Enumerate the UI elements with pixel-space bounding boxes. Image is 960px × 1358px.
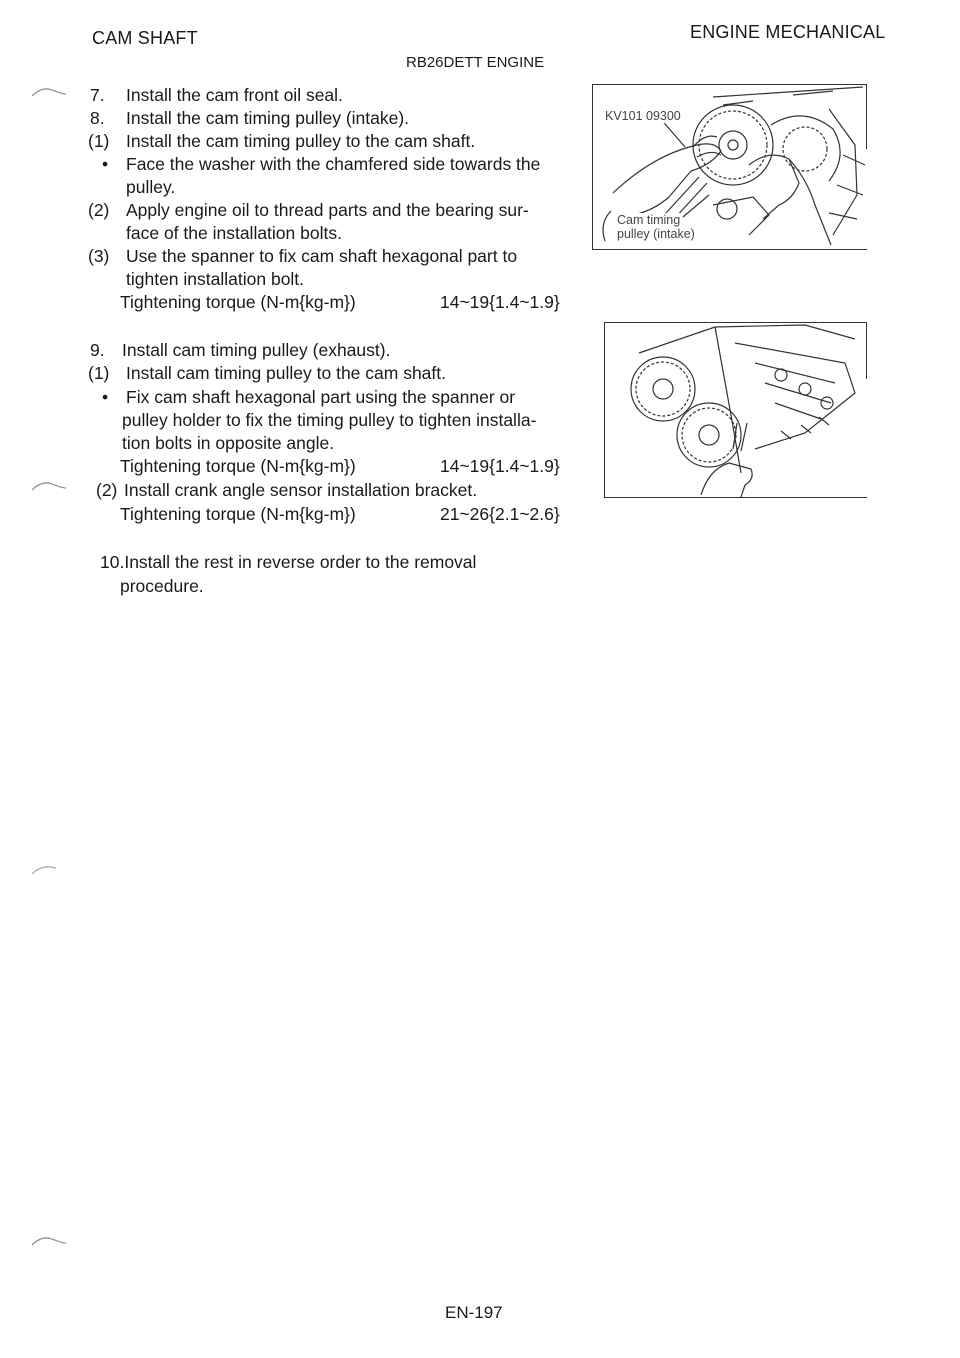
tool-label: KV101 09300: [605, 109, 681, 123]
bullet-text: Fix cam shaft hexagonal part using the spanner or: [126, 387, 516, 407]
chapter-title: ENGINE MECHANICAL: [690, 22, 886, 42]
substep-number: (2): [96, 480, 118, 500]
margin-mark: [28, 478, 68, 494]
substep-text: Use the spanner to fix cam shaft hexagonal part to: [126, 246, 518, 266]
bullet-text: tion bolts in opposite angle.: [122, 433, 335, 453]
engine-subtitle: RB26DETT ENGINE: [406, 54, 545, 71]
page-number: EN-197: [445, 1303, 503, 1322]
step-text: procedure.: [120, 576, 204, 596]
substep-text: face of the installation bolts.: [126, 223, 342, 243]
step-number: 7.: [90, 85, 105, 105]
substep-number: (1): [88, 131, 110, 151]
part-label: pulley (intake): [617, 227, 695, 241]
substep-text: Apply engine oil to thread parts and the bearing sur-: [126, 200, 529, 220]
torque-label: Tightening torque (N-m{kg-m}): [120, 456, 356, 476]
section-title: CAM SHAFT: [92, 28, 198, 48]
torque-value: 14~19{1.4~1.9}: [440, 456, 560, 476]
margin-mark: [28, 84, 68, 100]
bullet-icon: •: [102, 387, 109, 407]
substep-text: Install cam timing pulley to the cam shaft.: [126, 363, 446, 383]
engine-illustration: [605, 323, 867, 497]
torque-value: 21~26{2.1~2.6}: [440, 504, 560, 524]
figure-exhaust-pulley: [604, 322, 867, 498]
substep-text: Install the cam timing pulley to the cam shaft.: [126, 131, 476, 151]
substep-number: (2): [88, 200, 110, 220]
bullet-icon: •: [102, 154, 109, 174]
step-text: 10.Install the rest in reverse order to the removal: [100, 552, 477, 572]
step-text: Install the cam timing pulley (intake).: [126, 108, 410, 128]
bullet-text: pulley holder to fix the timing pulley to tighten installa-: [122, 410, 537, 430]
substep-text: Install crank angle sensor installation bracket.: [124, 480, 478, 500]
substep-number: (1): [88, 363, 110, 383]
part-label: Cam timing: [617, 213, 681, 227]
substep-text: tighten installation bolt.: [126, 269, 305, 289]
step-text: Install the cam front oil seal.: [126, 85, 343, 105]
figure-intake-pulley: [592, 84, 867, 250]
torque-label: Tightening torque (N-m{kg-m}): [120, 292, 356, 312]
step-text: Install cam timing pulley (exhaust).: [122, 340, 391, 360]
torque-value: 14~19{1.4~1.9}: [440, 292, 560, 312]
bracket-line: [597, 209, 617, 243]
step-number: 9.: [90, 340, 105, 360]
bullet-text: Face the washer with the chamfered side towards the: [126, 154, 541, 174]
margin-mark: [28, 1233, 68, 1249]
bullet-text: pulley.: [126, 177, 176, 197]
torque-label: Tightening torque (N-m{kg-m}): [120, 504, 356, 524]
substep-number: (3): [88, 246, 110, 266]
step-number: 8.: [90, 108, 105, 128]
margin-mark: [28, 862, 58, 878]
